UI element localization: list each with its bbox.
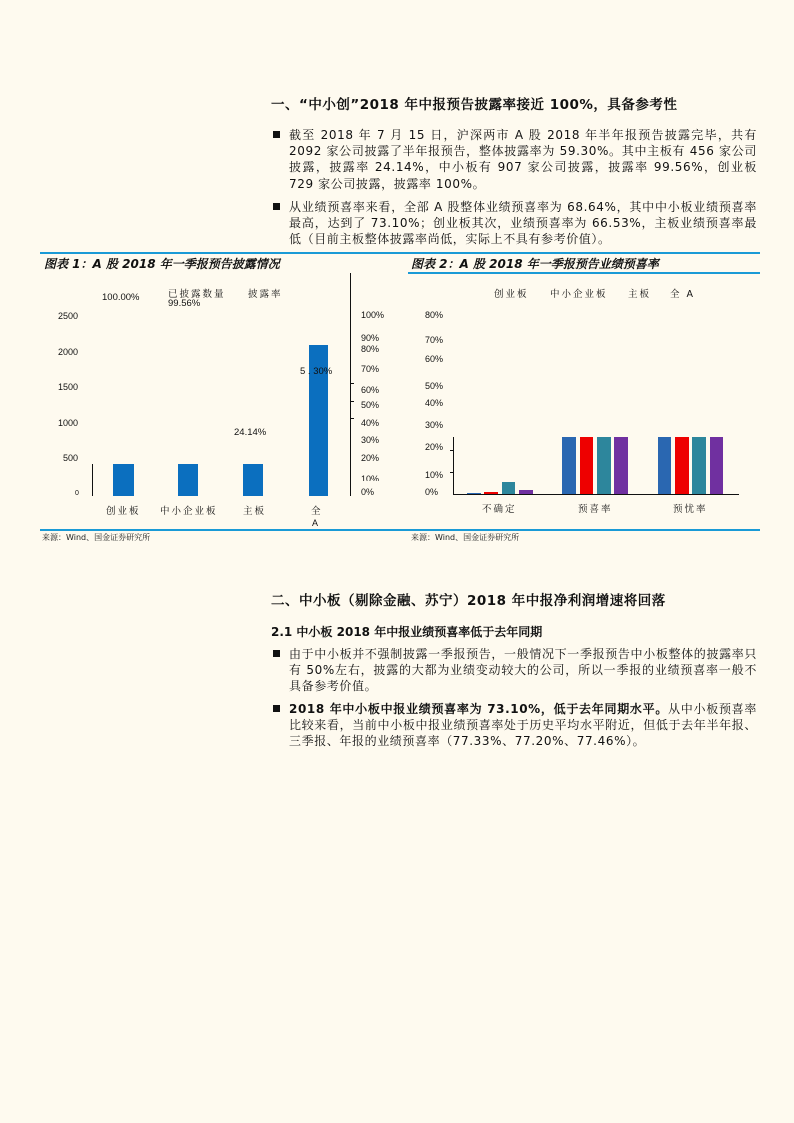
bar-negative-sme: [675, 437, 689, 494]
section-2-1-subheading: 2.1 中小板 2018 年中报业绩预喜率低于去年同期: [271, 625, 543, 639]
bullet-text: 截至 2018 年 7 月 15 日，沪深两市 A 股 2018 年半年报预告披露完毕，共有 2092 家公司披露了半年报预告，整体披露率为 59.30%。其中主板有 456 家公司披露，披露率 24.14%，中小板有 907 家公司披露，披露率 99.56%，创业板 729 家公司披露，披露率 100%。: [289, 128, 757, 191]
left-axis-tick: 2500: [58, 311, 79, 321]
tick-mark: [350, 383, 354, 384]
y-axis-tick: 80%: [425, 310, 444, 320]
bar-negative-all-a: [710, 437, 723, 494]
right-axis-tick: 90%: [361, 333, 380, 343]
bullet-text: 由于中小板并不强制披露一季报预告，一般情况下一季报预告中小板整体的披露率只有 50%左右，披露的大都为业绩变动较大的公司，所以一季报的业绩预喜率一般不具备参考价值。: [289, 647, 757, 694]
figure-1-title: 图表 1：A 股 2018 年一季报预告披露情况: [44, 257, 280, 271]
tick-mark: [450, 472, 454, 473]
x-category-all: 全: [311, 506, 323, 517]
y-axis-tick: 0%: [425, 487, 439, 497]
right-axis-tick: 20%: [361, 453, 380, 463]
figure-2-legend-sme: 中小企业板: [550, 289, 608, 300]
bar-negative-chinext: [658, 437, 671, 494]
bullet-text: 从中小板预喜率比较来看，当前中小板中报业绩预喜率处于历史平均水平附近，但低于去年半年报、三季报、年报的业绩预喜率（77.33%、77.20%、77.46%）。: [289, 702, 758, 749]
right-axis-tick: 60%: [361, 385, 380, 395]
data-label-main-rate: 24.14%: [234, 427, 267, 438]
figure-2-x-axis: [453, 494, 739, 495]
bar-uncertain-chinext: [467, 493, 481, 494]
left-axis-tick: 500: [63, 453, 79, 463]
right-axis-tick: 0%: [361, 487, 375, 496]
figure-1-source: 来源：Wind、国金证券研究所: [42, 533, 151, 542]
data-label-sme-rate: 99.56%: [168, 298, 201, 309]
bullet-square-icon: [273, 705, 280, 712]
tick-mark: [350, 418, 354, 419]
bar-chinext-count: [113, 464, 134, 496]
bar-uncertain-main: [502, 482, 515, 494]
x-category-all-a: A: [312, 518, 319, 528]
x-category-main: 主板: [243, 506, 267, 517]
figure-1-legend-rate: 披露率: [248, 289, 283, 300]
x-category-chinext: 创业板: [106, 506, 141, 517]
figure-2-legend-main: 主板: [628, 289, 652, 300]
left-axis-tick: 1500: [58, 382, 79, 392]
bullet-disclosure-summary: [271, 127, 757, 192]
tick-mark: [450, 450, 454, 451]
y-axis-tick: 30%: [425, 420, 444, 428]
bar-positive-main: [597, 437, 611, 494]
figure-2-legend-chinext: 创业板: [494, 289, 529, 300]
left-axis-tick: 0: [75, 490, 79, 497]
bar-sme-count: [178, 464, 198, 496]
bullet-square-icon: [273, 203, 280, 210]
left-axis-tick: 2000: [58, 347, 79, 357]
y-axis-tick: 70%: [425, 335, 444, 345]
right-axis-tick: 10%: [361, 474, 380, 481]
bullet-square-icon: [273, 131, 280, 138]
figure-1-legend-count: 已披露数量: [168, 289, 226, 300]
y-axis-tick: 20%: [425, 442, 444, 452]
left-axis-tick: 1000: [58, 418, 79, 428]
y-axis-tick: 40%: [425, 398, 444, 408]
right-axis-tick: 100%: [361, 310, 385, 320]
section-1-heading: 一、“中小创”2018 年中报预告披露率接近 100%，具备参考性: [271, 97, 678, 113]
bar-uncertain-sme: [484, 492, 498, 494]
bullet-sme-q1-disclosure: [271, 646, 757, 695]
right-axis-tick: 80%: [361, 344, 380, 354]
figure-2-title: 图表 2：A 股 2018 年一季报预告业绩预喜率: [411, 257, 659, 271]
bullet-positive-rate-summary: [271, 199, 757, 248]
figure-top-rule: [40, 252, 760, 254]
tick-mark: [350, 401, 354, 402]
right-axis-tick: 50%: [361, 400, 380, 410]
figure-1-left-axis: [92, 464, 93, 496]
bar-uncertain-all-a: [519, 490, 533, 494]
y-axis-tick: 50%: [425, 381, 444, 391]
bullet-square-icon: [273, 650, 280, 657]
bar-positive-chinext: [562, 437, 576, 494]
bar-positive-sme: [580, 437, 593, 494]
x-category-negative: 预忧率: [673, 504, 708, 515]
x-category-positive: 预喜率: [578, 504, 613, 515]
figure2-title-rule: [408, 272, 760, 274]
data-label-chinext-rate: 100.00%: [102, 292, 140, 303]
bullet-sme-positive-rate: [271, 701, 757, 750]
bar-negative-main: [692, 437, 706, 494]
figure-2-legend-all-a: 全 A: [670, 289, 696, 300]
figure-2-y-axis: [453, 437, 454, 495]
x-category-uncertain: 不确定: [482, 504, 517, 515]
bar-positive-all-a: [614, 437, 628, 494]
right-axis-tick: 30%: [361, 435, 380, 445]
right-axis-tick: 70%: [361, 364, 380, 374]
data-label-all-a-rate: 5 . 30%: [300, 366, 333, 377]
figure-1-right-axis: [350, 273, 351, 496]
figure-bottom-rule: [40, 529, 760, 531]
x-category-sme: 中小企业板: [160, 506, 218, 517]
y-axis-tick: 10%: [425, 470, 444, 480]
bullet-bold-lead: 2018 年中小板中报业绩预喜率为 73.10%，低于去年同期水平。: [289, 702, 669, 716]
y-axis-tick: 60%: [425, 354, 444, 364]
section-2-heading: 二、中小板（剔除金融、苏宁）2018 年中报净利润增速将回落: [271, 593, 666, 609]
right-axis-tick: 40%: [361, 418, 380, 428]
figure-2-source: 来源：Wind、国金证券研究所: [411, 533, 520, 542]
bullet-text: 从业绩预喜率来看，全部 A 股整体业绩预喜率为 68.64%，其中中小板业绩预喜率最高，达到了 73.10%；创业板其次，业绩预喜率为 66.53%，主板业绩预喜率最低（目前主板整体披露率尚低，实际上不具有参考价值）。: [289, 200, 757, 247]
bar-main-count: [243, 464, 263, 496]
